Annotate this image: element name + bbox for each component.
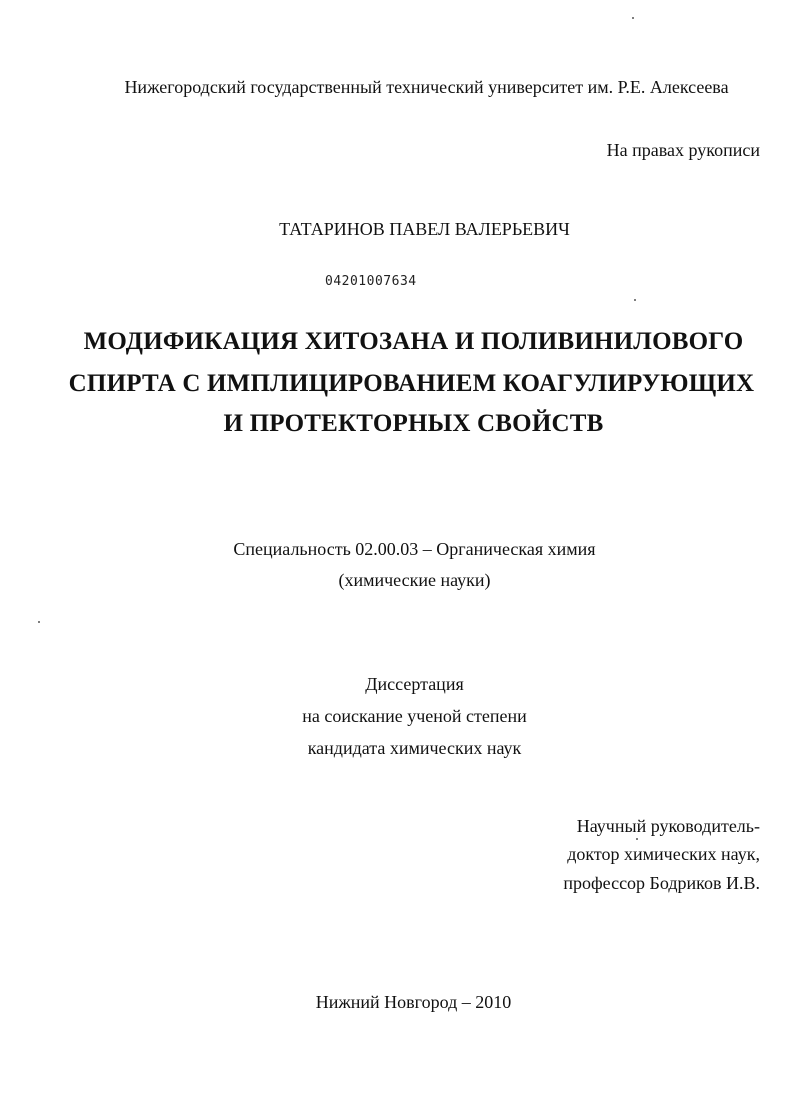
scan-speck xyxy=(38,621,40,623)
specialty-line: Специальность 02.00.03 – Органическая химия xyxy=(233,539,596,559)
scan-speck xyxy=(634,299,636,301)
supervisor-name: профессор Бодриков И.В. xyxy=(563,873,760,893)
author-name: ТАТАРИНОВ ПАВЕЛ ВАЛЕРЬЕВИЧ xyxy=(279,219,570,239)
dissertation-title-line-1: МОДИФИКАЦИЯ ХИТОЗАНА И ПОЛИВИНИЛОВОГО xyxy=(83,328,744,355)
degree-line-1: на соискание ученой степени xyxy=(302,706,527,726)
dissertation-label: Диссертация xyxy=(365,674,464,694)
dissertation-title-line-2: СПИРТА С ИМПЛИЦИРОВАНИЕМ КОАГУЛИРУЮЩИХ xyxy=(68,370,755,397)
catalog-number-stamp: 04201007634 xyxy=(325,274,417,289)
scan-speck xyxy=(636,838,638,840)
supervisor-title: Научный руководитель- xyxy=(576,816,760,836)
dissertation-title-line-3: И ПРОТЕКТОРНЫХ СВОЙСТВ xyxy=(223,410,604,437)
city-year: Нижний Новгород – 2010 xyxy=(315,992,512,1012)
manuscript-note: На правах рукописи xyxy=(606,140,760,160)
university-name: Нижегородский государственный технический университет им. Р.Е. Алексеева xyxy=(124,77,729,97)
science-field-line: (химические науки) xyxy=(338,570,491,590)
degree-line-2: кандидата химических наук xyxy=(307,738,522,758)
scan-speck xyxy=(632,17,634,19)
supervisor-degree: доктор химических наук, xyxy=(567,844,760,864)
